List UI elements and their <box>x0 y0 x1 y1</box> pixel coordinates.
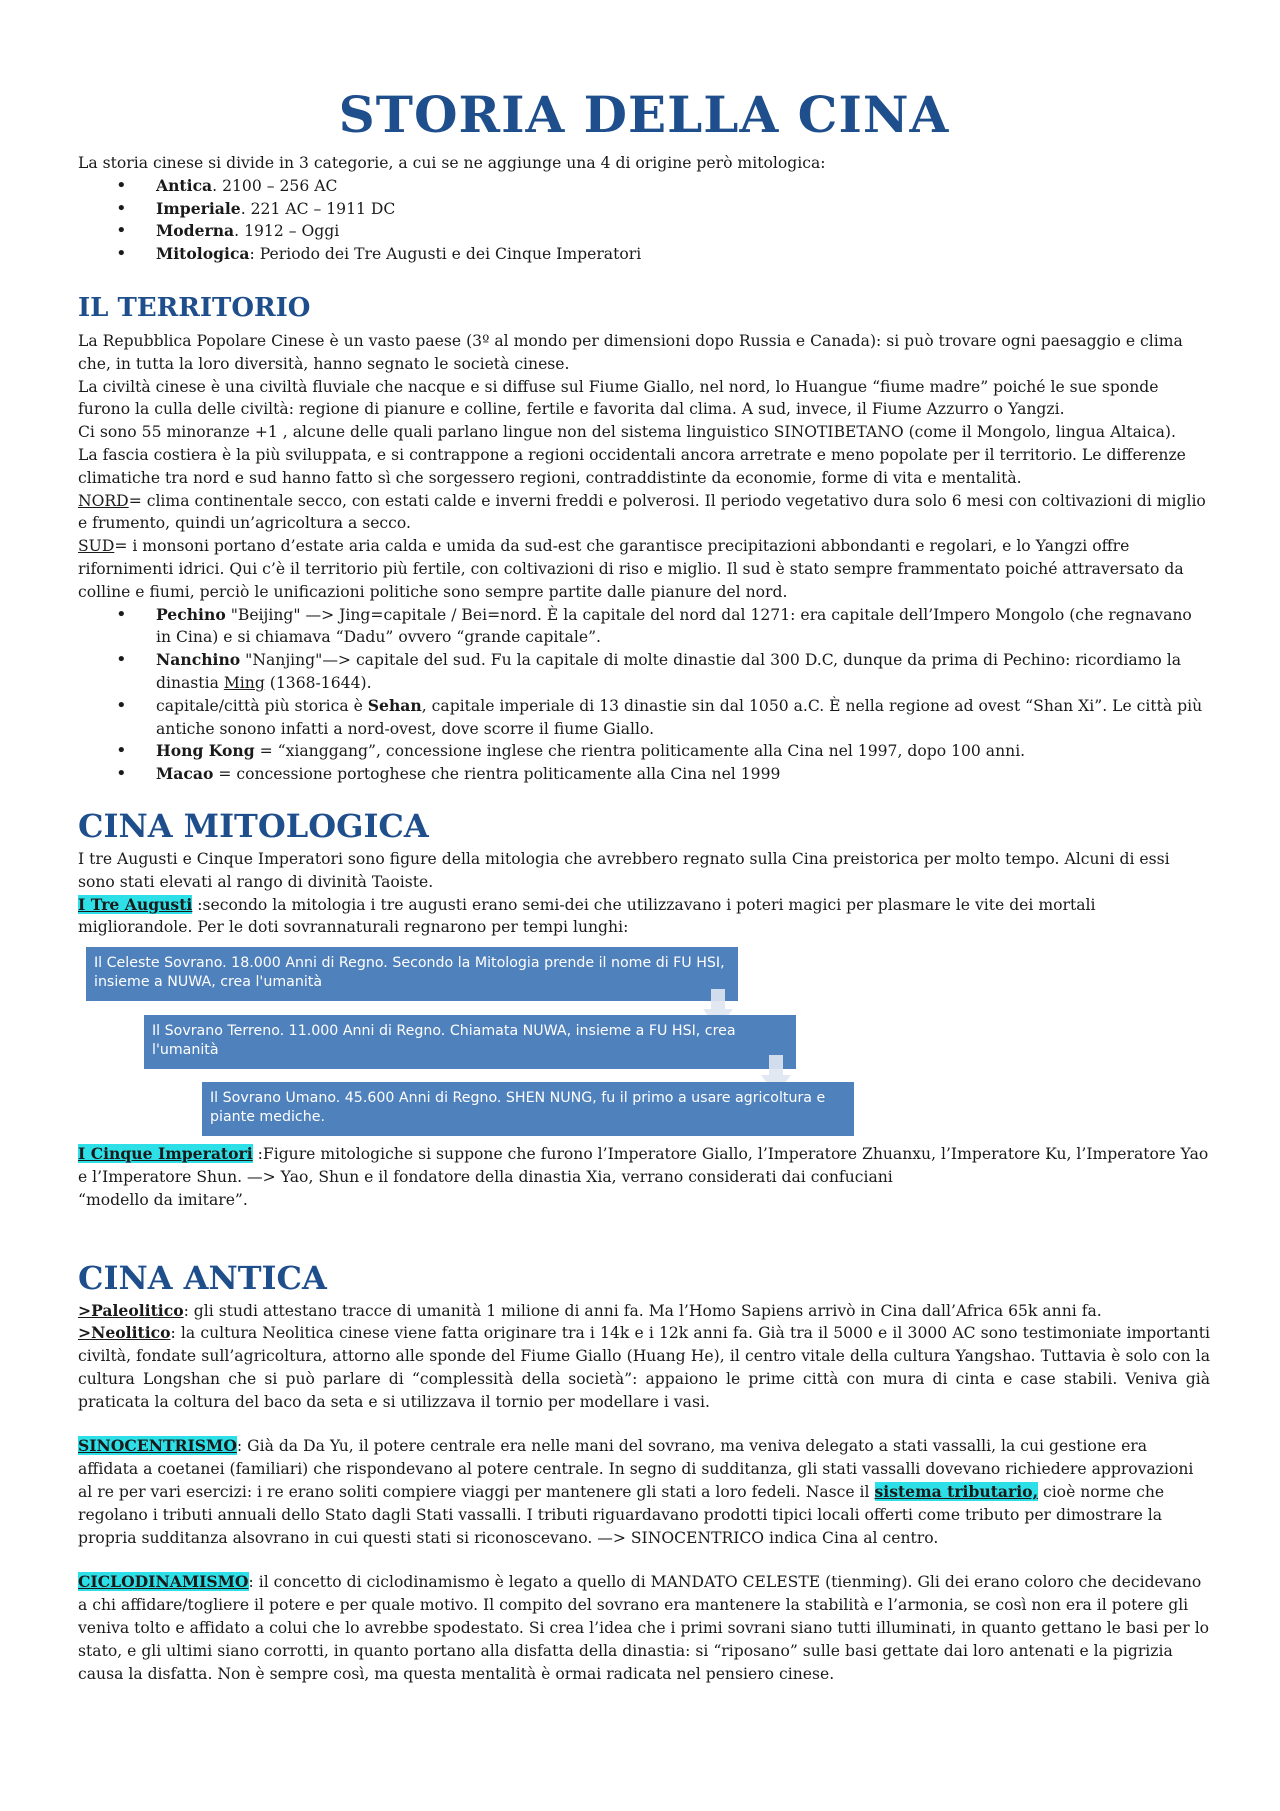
list-item <box>156 763 1210 786</box>
city-label: Hong Kong <box>156 741 255 761</box>
augusti-text: :secondo la mitologia i tre augusti erano semi-dei che utilizzavano i poteri magici per plasmare le vite dei mortali migliorandole. Per le doti sovrannaturali regnarono per tempi lunghi: <box>78 895 1096 937</box>
section-heading-antica: CINA ANTICA <box>78 1258 327 1297</box>
paragraph-sud <box>78 535 1210 603</box>
city-label: Nanchino <box>156 650 241 670</box>
city-label: Sehan <box>367 695 422 715</box>
paragraph-sinocentrismo <box>78 1435 1210 1549</box>
city-text: , capitale imperiale di 13 dinastie sin dal 1050 a.C. È nella regione ad ovest “Shan Xi”. Le città più antiche sonono infatti a nord-ovest, dove scorre il fiume Giallo. <box>156 696 1203 738</box>
paragraph-neolitico <box>78 1322 1210 1413</box>
period-label: Antica <box>156 175 213 195</box>
list-item <box>156 649 1210 695</box>
augusti-flow-diagram <box>78 943 1210 1139</box>
city-text: "Beijing" —> Jing=capitale / Bei=nord. È la capitale del nord dal 1271: era capitale dell’Impero Mongolo (che regnavano in Cina) e si chiamava “Dadu” ovvero “grande capitale”. <box>156 605 1192 647</box>
period-range: . 221 AC – 1911 DC <box>240 199 396 218</box>
paragraph: La Repubblica Popolare Cinese è un vasto paese (3º al mondo per dimensioni dopo Russia e Canada): si può trovare ogni paesaggio e clima che, in tutta la loro diversità, hanno segnato le società cinese. <box>78 331 1183 373</box>
document-page <box>78 78 1210 1685</box>
period-label: Mitologica <box>156 244 250 264</box>
paragraph-augusti <box>78 894 1210 940</box>
list-item <box>156 198 1210 221</box>
period-label: Imperiale <box>156 198 241 218</box>
city-text: capitale/città più storica è <box>156 696 368 715</box>
period-range: : Periodo dei Tre Augusti e dei Cinque Imperatori <box>249 245 642 264</box>
section-heading-territorio: IL TERRITORIO <box>78 292 311 323</box>
flow-box-terreno: Il Sovrano Terreno. 11.000 Anni di Regno. Chiamata NUWA, insieme a FU HSI, crea l'umanità <box>144 1015 796 1069</box>
period-range: . 2100 – 256 AC <box>212 176 338 195</box>
city-text: (1368-1644). <box>264 673 372 692</box>
imperatori-quote: “modello da imitare”. <box>78 1190 248 1209</box>
sud-label: SUD <box>78 537 115 556</box>
paleolitico-text: : gli studi attestano tracce di umanità 1 milione di anni fa. Ma l’Homo Sapiens arrivò in Cina dall’Africa 65k anni fa. <box>183 1301 1102 1320</box>
list-item <box>156 175 1210 198</box>
sinocentrismo-label: SINOCENTRISMO <box>78 1436 237 1456</box>
city-text: = “xianggang”, concessione inglese che rientra politicamente alla Cina nel 1997, dopo 100 anni. <box>254 742 1026 761</box>
paragraph-paleolitico <box>78 1300 1210 1323</box>
imperatori-text: :Figure mitologiche si suppone che furono l’Imperatore Giallo, l’Imperatore Zhuanxu, l’Imperatore Ku, l’Imperatore Yao e l’Imperatore Shun. —> Yao, Shun e il fondatore della dinastia Xia, verrano considerati dai confuciani <box>78 1145 1209 1186</box>
sinocentrismo-text: : Già da Da Yu, il potere centrale era nelle mani del sovrano, ma veniva delegato a stati vassalli, la cui gestione era affidata a coetanei (familiari) che rispondevano al potere centrale. In segno di sudditanza, gli stati vassalli dovevano richiedere approvazioni al re per vari esercizi: i re erano soliti compiere viaggi per mantenere gli stati a loro fedeli. Nasce il <box>78 1437 1194 1502</box>
nord-text: = clima continentale secco, con estati calde e inverni freddi e polverosi. Il periodo vegetativo dura solo 6 mesi con coltivazioni di miglio e frumento, quindi un’agricoltura a secco. <box>78 491 1206 533</box>
sud-text: = i monsoni portano d’estate aria calda e umida da sud-est che garantisce precipitazioni abbondanti e regolari, e lo Yangzi offre rifornimenti idrici. Qui c’è il territorio più fertile, con coltivazioni di riso e miglio. Il sud è stato sempre frammentato poiché attraversato da colline e fiumi, perciò le unificazioni politiche sono sempre partite dalle pianure del nord. <box>78 537 1184 601</box>
list-item <box>156 243 1210 266</box>
list-item <box>156 695 1210 741</box>
intro-text: La storia cinese si divide in 3 categorie, a cui se ne aggiunge una 4 di origine però mitologica: <box>78 154 826 172</box>
flow-box-celeste: Il Celeste Sovrano. 18.000 Anni di Regno. Secondo la Mitologia prende il nome di FU HSI, insieme a NUWA, crea l'umanità <box>86 947 738 1001</box>
paragraph: La fascia costiera è la più sviluppata, e si contrappone a regioni occidentali ancora arretrate e meno popolate per il territorio. Le differenze climatiche tra nord e sud hanno fatto sì che sorgessero regioni, contraddistinte da economie, forme di vita e mentalità. <box>78 445 1186 487</box>
flow-box-umano: Il Sovrano Umano. 45.600 Anni di Regno. SHEN NUNG, fu il primo a usare agricoltura e piante mediche. <box>202 1082 854 1136</box>
augusti-label: I Tre Augusti <box>78 894 193 914</box>
list-item <box>156 740 1210 763</box>
sinocentrismo-text-end: cioè norme che regolano i tributi annuali dello Stato dagli Stati vassalli. I tributi riguardavano prodotti tipici locali offerti come tributo per dimostrare la propria sudditanza alsovrano in cui questi stati si riconoscevano. —> SINOCENTRICO indica Cina al centro. <box>78 1483 1165 1547</box>
paleolitico-label: >Paleolitico <box>78 1300 184 1320</box>
imperatori-label: I Cinque Imperatori <box>78 1144 253 1164</box>
section-heading-mitologica: CINA MITOLOGICA <box>78 806 429 845</box>
period-range: . 1912 – Oggi <box>234 222 340 241</box>
page-title: STORIA DELLA CINA <box>338 85 950 144</box>
paragraph-nord <box>78 490 1210 536</box>
neolitico-label: >Neolitico <box>78 1323 171 1343</box>
paragraph: I tre Augusti e Cinque Imperatori sono figure della mitologia che avrebbero regnato sulla Cina preistorica per molto tempo. Alcuni di essi sono stati elevati al rango di divinità Taoiste. <box>78 849 1170 891</box>
list-item <box>156 220 1210 243</box>
city-label: Macao <box>156 764 214 784</box>
city-label: Pechino <box>156 604 226 624</box>
city-text: "Nanjing"—> capitale del sud. Fu la capitale di molte dinastie dal 300 D.C, dunque da prima di Pechino: ricordiamo la dinastia <box>156 651 1182 692</box>
period-label: Moderna <box>156 221 235 241</box>
ming-label: Ming <box>223 673 265 692</box>
list-item <box>156 604 1210 650</box>
paragraph-imperatori <box>78 1143 1210 1211</box>
neolitico-text: : la cultura Neolitica cinese viene fatta originare tra i 14k e i 12k anni fa. Già tra il 5000 e il 3000 AC sono testimoniate importanti civiltà, fondate sull’agricoltura, attorno alle sponde del Fiume Giallo (Huang He), il centro vitale della cultura Yangshao. Tuttavia è solo con la cultura Longshan che si può parlare di “complessità della società”: appaiono le prime città con mura di cinta e case stabili. Veniva già praticata la coltura del baco da seta e si utilizzava il tornio per modellare i vasi. <box>78 1324 1210 1411</box>
paragraph-ciclodinamismo <box>78 1571 1210 1685</box>
city-text: = concessione portoghese che rientra politicamente alla Cina nel 1999 <box>213 765 781 784</box>
ciclodinamismo-text: : il concetto di ciclodinamismo è legato a quello di MANDATO CELESTE (tienming). Gli dei erano coloro che decidevano a chi affidare/togliere il potere e per quale motivo. Il compito del sovrano era mantenere la stabilità e l’armonia, se così non era il potere gli veniva tolto e affidato a colui che lo avrebbe spodestato. Si crea l’idea che i primi sovrani siano tutti illuminati, in quanto gettano le basi per lo stato, e gli ultimi siano corrotti, in quanto portano alla disfatta della dinastia: si “riposano” sulle basi gettate dai loro antenati e la pigrizia causa la disfatta. Non è sempre così, ma questa mentalità è ormai radicata nel pensiero cinese. <box>78 1573 1210 1683</box>
paragraph: La civiltà cinese è una civiltà fluviale che nacque e si diffuse sul Fiume Giallo, nel nord, lo Huangue “fiume madre” poiché le sue sponde furono la culla delle civiltà: regione di pianure e colline, fertile e favorita dal clima. A sud, invece, il Fiume Azzurro o Yangzi. <box>78 377 1159 419</box>
periods-list <box>78 175 1210 266</box>
cities-list <box>78 604 1210 786</box>
paragraph: Ci sono 55 minoranze +1 , alcune delle quali parlano lingue non del sistema linguistico SINOTIBETANO (come il Mongolo, lingua Altaica). <box>78 423 1176 442</box>
nord-label: NORD <box>78 491 129 510</box>
ciclodinamismo-label: CICLODINAMISMO <box>78 1572 249 1592</box>
sistema-tributario-label: sistema tributario, <box>874 1482 1038 1502</box>
